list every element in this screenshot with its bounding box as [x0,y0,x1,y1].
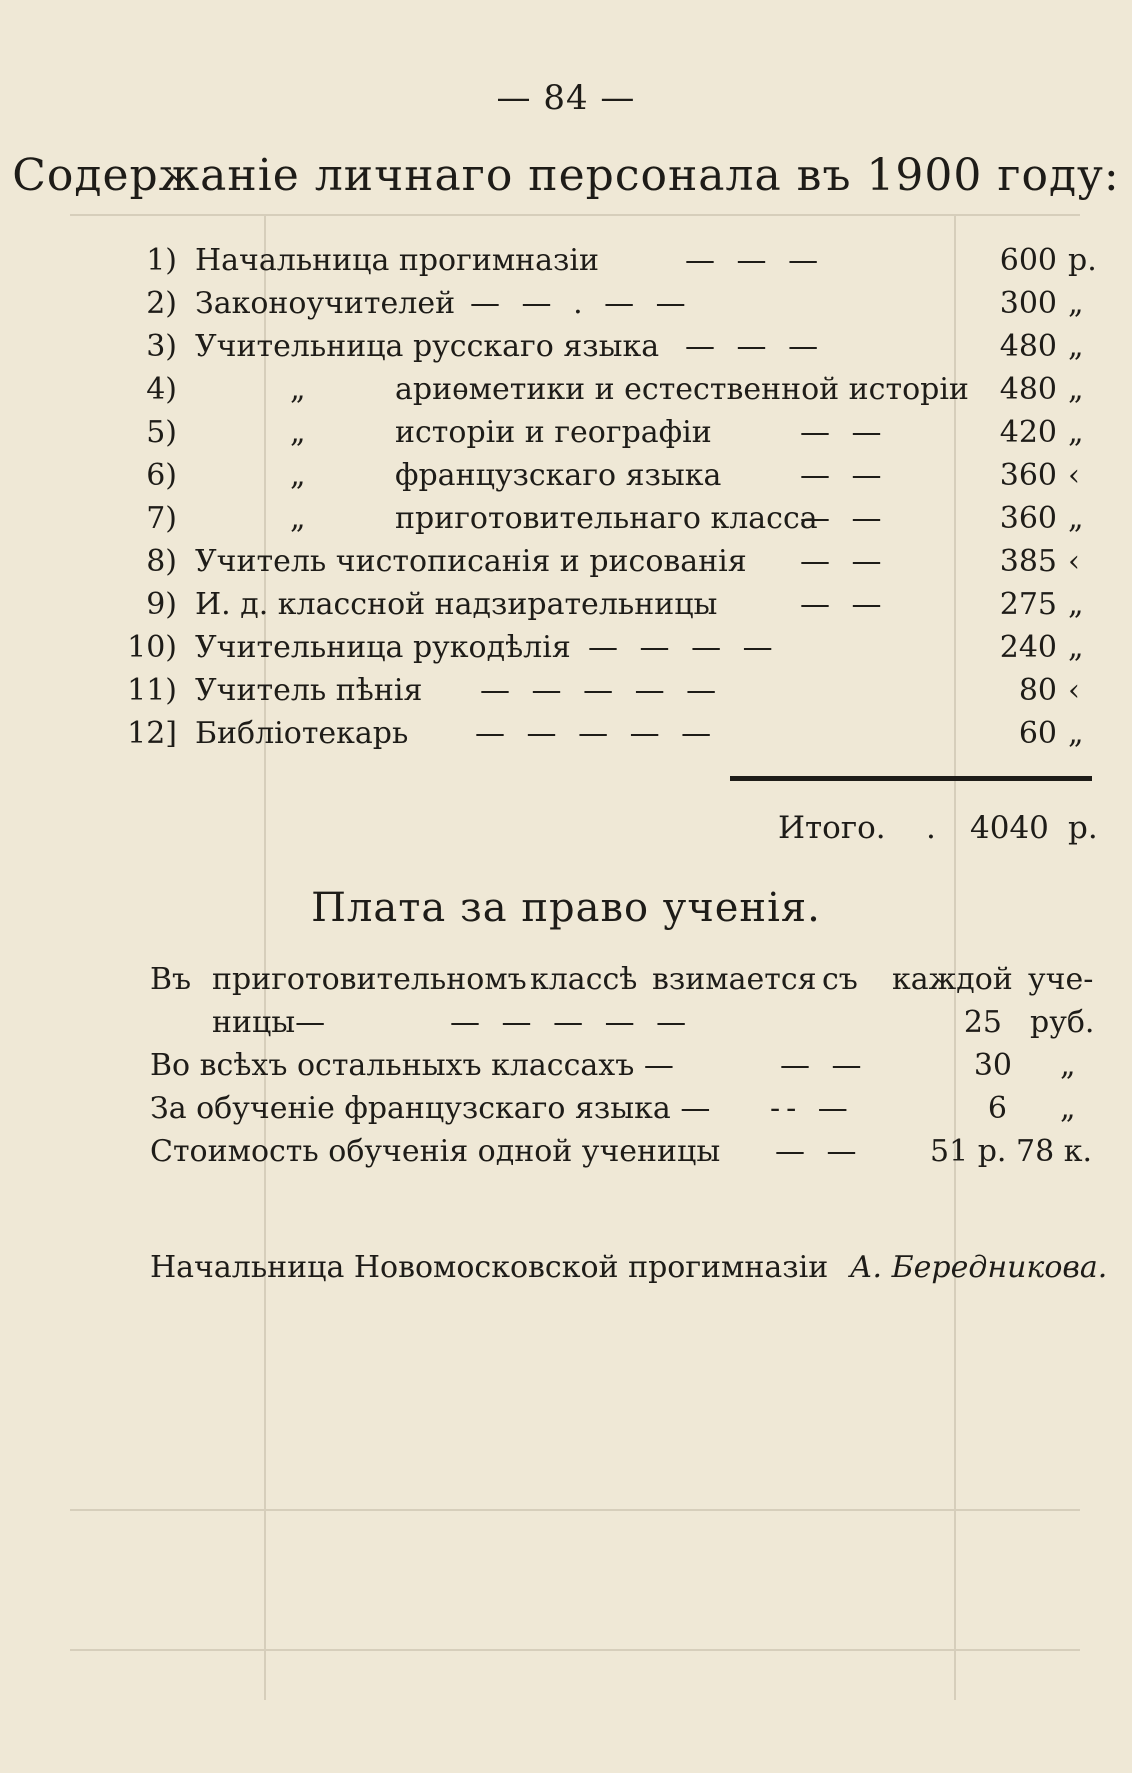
row-label: Законоучителей [195,286,456,321]
staff-row [0,630,1132,673]
fees-label: Во всѣхъ остальныхъ классахъ — [150,1048,674,1083]
fees-word: классѣ [530,962,638,997]
row-amount: 480 [999,329,1057,364]
row-dashes: — — [800,587,888,622]
row-amount: 80 [1018,673,1057,708]
total-dot: . [926,810,936,846]
fees-word: взимается [652,962,817,997]
row-amount: 360 [999,458,1057,493]
ditto-mark: „ [290,415,306,450]
total-unit: р. [1068,810,1098,846]
staff-row [0,415,1132,458]
row-amount: 600 [999,243,1057,278]
row-number: 1) [146,243,177,278]
row-amount: 385 [999,544,1057,579]
staff-row [0,501,1132,544]
signature-text: Начальница Новомосковской прогимназіи [150,1250,829,1285]
total-label: Итого. [778,810,886,846]
ditto-mark: „ [290,501,306,536]
row-label: Учительница рукодѣлія [195,630,571,665]
row-label: французскаго языка [395,458,722,493]
row-number: 4) [146,372,177,407]
row-amount: 420 [999,415,1057,450]
fees-line [0,1005,1132,1048]
row-dashes: — — — [685,243,825,278]
row-dashes: — — [800,415,888,450]
row-label: Начальница прогимназіи [195,243,600,278]
row-dashes: — — [800,544,888,579]
row-label: Учитель чистописанія и рисованія [195,544,747,579]
row-number: 11) [127,673,177,708]
row-dashes: — — [800,458,888,493]
row-amount: 60 [1018,716,1057,751]
fees-word: съ [822,962,858,997]
row-amount: 360 [999,501,1057,536]
row-unit: „ [1068,501,1084,536]
row-label: приготовительнаго класса [395,501,818,536]
row-unit: „ [1068,415,1084,450]
row-amount: 240 [999,630,1057,665]
fees-dashes: -- — [770,1091,854,1126]
row-number: 9) [146,587,177,622]
row-unit: „ [1068,716,1084,751]
fees-title: Плата за право ученія. [311,885,821,931]
row-unit: ‹ [1068,458,1080,493]
fees-word: уче- [1028,962,1094,997]
row-dashes: — — — [685,329,825,364]
row-unit: „ [1068,587,1084,622]
staff-row [0,329,1132,372]
signature-name: А. Бередникова. [849,1250,1108,1285]
total-amount: 4040 [970,810,1049,846]
row-dashes: — — . — — [470,286,692,321]
row-unit: ‹ [1068,544,1080,579]
row-number: 6) [146,458,177,493]
staff-row [0,372,1132,415]
row-number: 8) [146,544,177,579]
fees-unit: „ [1060,1091,1076,1126]
row-number: 2) [146,286,177,321]
fees-line [0,1134,1132,1177]
fees-word: Въ [150,962,192,997]
fees-word: каждой [892,962,1013,997]
row-label: И. д. классной надзирательницы [195,587,718,622]
fees-word: приготовительномъ [212,962,527,997]
fees-line [0,1048,1132,1091]
fees-unit: „ [1060,1048,1076,1083]
row-label: Библіотекарь [195,716,409,751]
row-dashes: — — — — [588,630,779,665]
row-label: Учитель пѣнія [195,673,423,708]
staff-row [0,243,1132,286]
row-number: 5) [146,415,177,450]
row-label: исторіи и географіи [395,415,712,450]
staff-row [0,673,1132,716]
staff-row [0,458,1132,501]
fees-label: Стоимость обученія одной ученицы [150,1134,721,1169]
fees-dashes: — — — — — [450,1005,693,1040]
fees-line [0,1091,1132,1134]
staff-row [0,587,1132,630]
row-amount: 300 [999,286,1057,321]
row-dashes: — — — — — [480,673,723,708]
row-number: 7) [146,501,177,536]
fees-amount: 25 [963,1005,1002,1040]
fees-dashes: — — [775,1134,863,1169]
row-amount: 480 [999,372,1057,407]
fees-unit: руб. [1030,1005,1095,1040]
row-unit: „ [1068,286,1084,321]
row-unit: ‹ [1068,673,1080,708]
row-number: 10) [127,630,177,665]
page-title: Содержаніе личнаго персонала въ 1900 году: [12,150,1120,201]
signature-line [150,1250,1107,1285]
fees-amount: 51 р. 78 к. [930,1134,1092,1169]
row-number: 12] [127,716,177,751]
fees-line [0,962,1132,1005]
row-label: ариѳметики и естественной исторіи [395,372,969,407]
row-dashes: — — — — — [475,716,718,751]
row-unit: р. [1068,243,1097,278]
row-unit: „ [1068,329,1084,364]
row-amount: 275 [999,587,1057,622]
fees-label: За обученіе французскаго языка — [150,1091,711,1126]
row-label: Учительница русскаго языка [195,329,660,364]
staff-row [0,716,1132,759]
page-number: — 84 — [496,78,636,118]
row-number: 3) [146,329,177,364]
total-line [778,810,1098,846]
staff-row [0,286,1132,329]
staff-row [0,544,1132,587]
fees-label: ницы— [212,1005,326,1040]
row-dashes: — — [800,501,888,536]
fees-amount: 6 [987,1091,1007,1126]
row-unit: „ [1068,372,1084,407]
row-unit: „ [1068,630,1084,665]
fees-amount: 30 [973,1048,1012,1083]
total-rule [730,776,1092,781]
fees-dashes: — — [780,1048,868,1083]
ditto-mark: „ [290,458,306,493]
ditto-mark: „ [290,372,306,407]
